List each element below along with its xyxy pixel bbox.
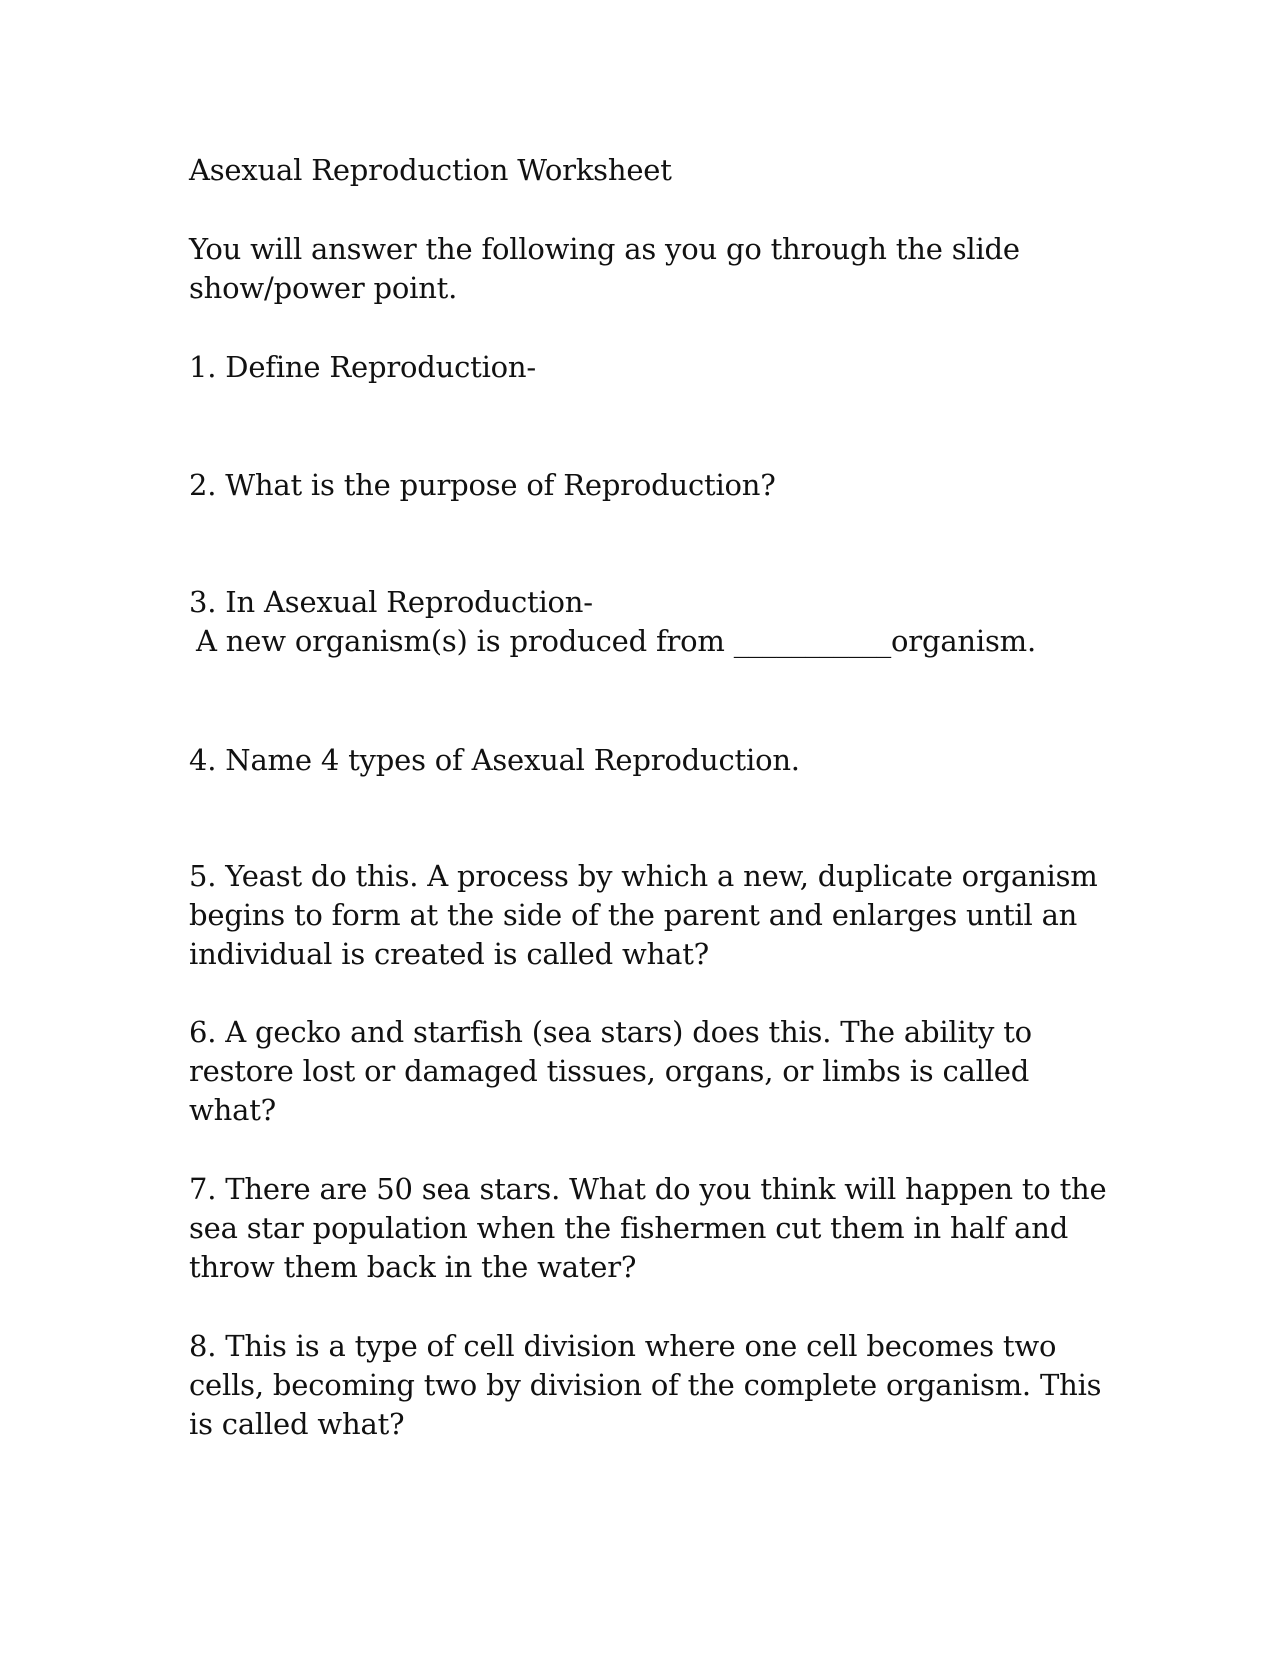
question-1-line-1: 1. Define Reproduction- <box>189 350 536 384</box>
question-3 <box>189 583 1089 661</box>
question-8 <box>189 1327 1102 1444</box>
question-8-line-3: is called what? <box>189 1407 405 1441</box>
question-2-line-1: 2. What is the purpose of Reproduction? <box>189 468 776 502</box>
question-6-line-1: 6. A gecko and starfish (sea stars) does this. The ability to <box>189 1015 1032 1049</box>
question-6-line-2: restore lost or damaged tissues, organs, or limbs is called <box>189 1054 1030 1088</box>
instructions-line-1: You will answer the following as you go through the slide <box>189 232 1020 266</box>
question-7-line-3: throw them back in the water? <box>189 1250 637 1284</box>
question-1 <box>189 348 1089 387</box>
question-7 <box>189 1170 1107 1287</box>
instructions-line-2: show/power point. <box>189 271 458 305</box>
question-6 <box>189 1013 1089 1130</box>
worksheet-title <box>189 151 1089 190</box>
question-8-line-1: 8. This is a type of cell division where one cell becomes two <box>189 1329 1057 1363</box>
question-2 <box>189 466 1089 505</box>
title-text: Asexual Reproduction Worksheet <box>189 153 672 187</box>
question-3-line-2: A new organism(s) is produced from ___________organism. <box>196 624 1036 658</box>
question-3-line-1: 3. In Asexual Reproduction- <box>189 585 593 619</box>
question-5-line-2: begins to form at the side of the parent and enlarges until an <box>189 898 1078 932</box>
instructions <box>189 230 1089 308</box>
question-5-line-1: 5. Yeast do this. A process by which a new, duplicate organism <box>189 859 1098 893</box>
question-8-line-2: cells, becoming two by division of the complete organism. This <box>189 1368 1102 1402</box>
question-4 <box>189 741 1089 780</box>
question-7-line-1: 7. There are 50 sea stars. What do you think will happen to the <box>189 1172 1107 1206</box>
question-4-line-1: 4. Name 4 types of Asexual Reproduction. <box>189 743 800 777</box>
question-5-line-3: individual is created is called what? <box>189 937 709 971</box>
question-7-line-2: sea star population when the fishermen cut them in half and <box>189 1211 1069 1245</box>
question-6-line-3: what? <box>189 1093 276 1127</box>
question-5 <box>189 857 1098 974</box>
